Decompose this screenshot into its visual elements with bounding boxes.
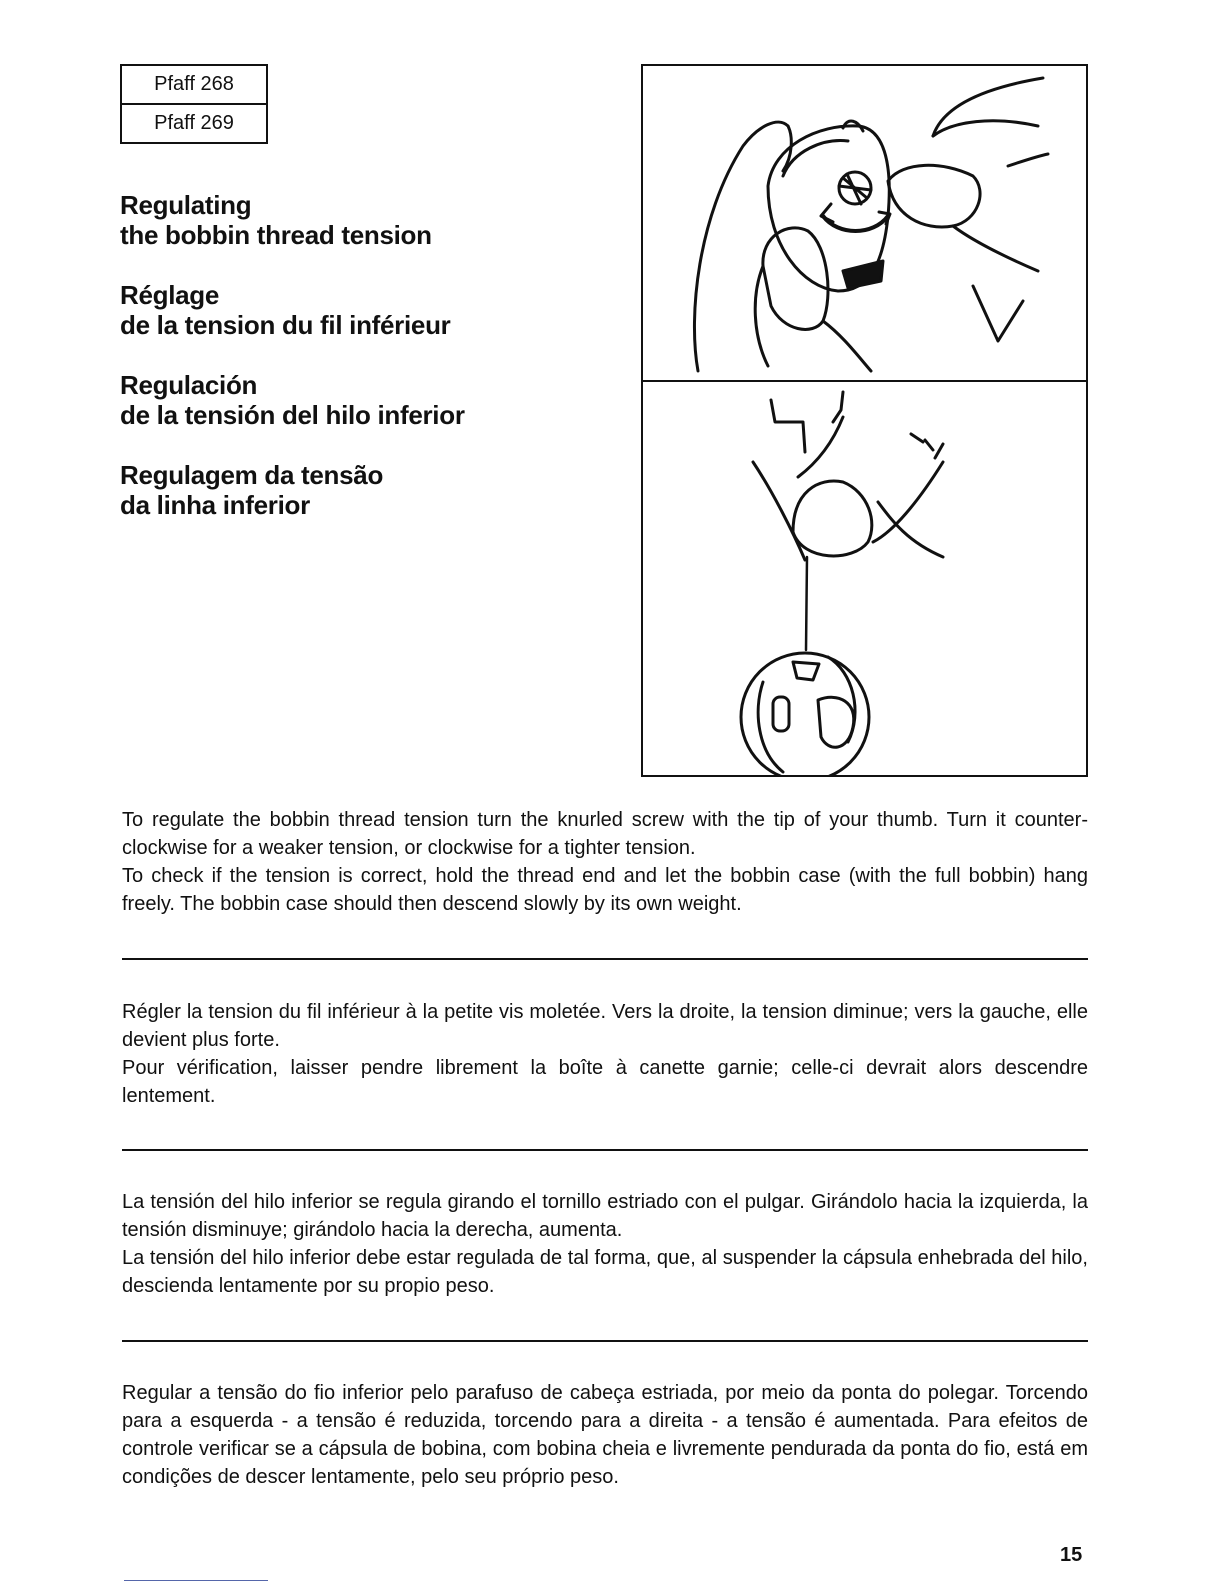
section-divider [122,1149,1088,1151]
heading-line: Regulating [120,190,252,220]
model-label: Pfaff 268 [154,73,234,95]
paragraph-text: La tensión del hilo inferior debe estar regulada de tal forma, que, al suspender la cápsula enhebrada del hilo, descienda lentamente por su propio peso. [122,1247,1088,1297]
heading-line: the bobbin thread tension [120,220,432,250]
paragraph-spanish [122,1188,1088,1300]
page-number: 15 [1060,1544,1083,1566]
heading-spanish [120,370,620,430]
section-divider [122,1340,1088,1342]
paragraph-text: Regular a tensão do fio inferior pelo parafuso de cabeça estriada, por meio da ponta do polegar. Torcendo para a esquerda - a tensão é reduzida, torcendo para a direita - a tensão é aumentada. Para efeitos de controle verificar se a cápsula de bobina, com bobina cheia e livremente pendurada da ponta do fio, está em condições de descer lentamente, pelo seu próprio peso. [122,1382,1088,1488]
paragraph-text: Pour vérification, laisser pendre librement la boîte à canette garnie; celle-ci devrait alors descendre lentement. [122,1057,1088,1107]
section-headings [120,190,620,550]
heading-line: de la tension du fil inférieur [120,310,451,340]
thumb-turning-screw-illustration [643,66,1086,378]
heading-french [120,280,620,340]
hanging-bobbin-case-illustration [643,382,1086,777]
heading-line: de la tensión del hilo inferior [120,400,465,430]
heading-portuguese [120,460,620,520]
model-label: Pfaff 269 [122,103,266,142]
model-labels [120,64,268,144]
paragraph-text: To check if the tension is correct, hold the thread end and let the bobbin case (with the full bobbin) hang freely. The bobbin case should then descend slowly by its own weight. [122,865,1088,915]
heading-line: da linha inferior [120,490,310,520]
paragraph-text: Régler la tension du fil inférieur à la petite vis moletée. Vers la droite, la tension diminue; vers la gauche, elle devient plus forte. [122,1001,1088,1051]
paragraph-english [122,806,1088,918]
paragraph-text: To regulate the bobbin thread tension turn the knurled screw with the tip of your thumb. Turn it counter-clockwise for a weaker tension, or clockwise for a tighter tension. [122,809,1088,859]
heading-line: Regulación [120,370,258,400]
illustration-frame [641,64,1088,777]
section-divider [122,958,1088,960]
paragraph-french [122,998,1088,1110]
heading-line: Réglage [120,280,220,310]
footer-rule [124,1580,268,1581]
heading-line: Regulagem da tensão [120,460,384,490]
heading-english [120,190,620,250]
paragraph-text: La tensión del hilo inferior se regula girando el tornillo estriado con el pulgar. Girándolo hacia la izquierda, la tensión disminuye; girándolo hacia la derecha, aumenta. [122,1191,1088,1241]
paragraph-portuguese [122,1379,1088,1491]
